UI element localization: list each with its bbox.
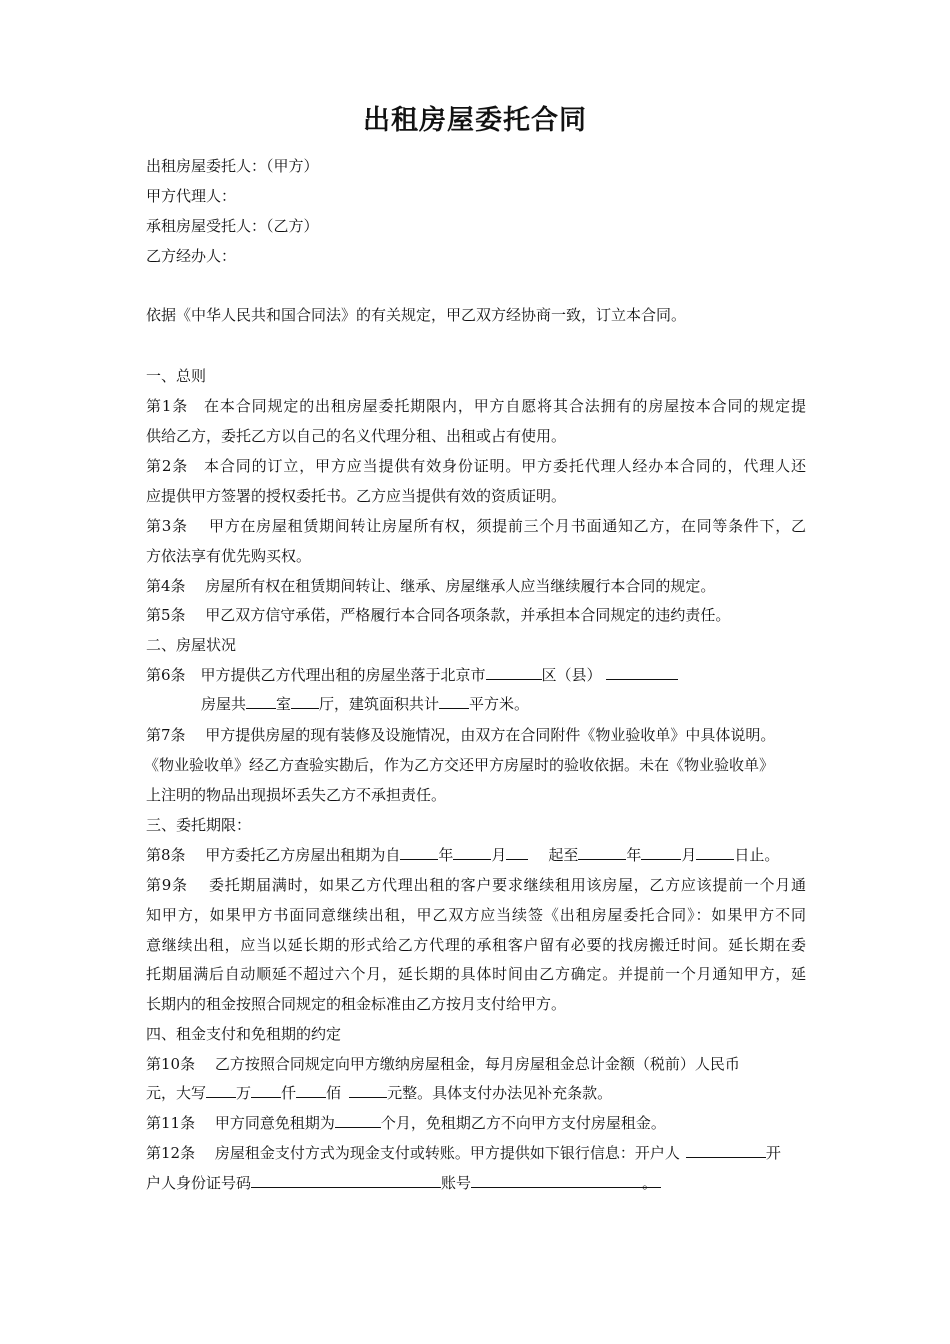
article-8-text-g: 日止。 <box>734 846 780 864</box>
article-9-line-4: 托期届满后自动顺延不超过六个月，延长期的具体时间由乙方确定。并提前一个月通知甲方，延 <box>146 965 806 983</box>
party-agent-b: 乙方经办人： <box>146 247 237 265</box>
halls-blank[interactable] <box>291 694 319 709</box>
article-11-text-b: 个月，免租期乙方不向甲方支付房屋租金。 <box>380 1114 666 1132</box>
section-general: 一、总则 <box>146 367 207 385</box>
end-month-blank[interactable] <box>641 845 681 860</box>
end-day-blank[interactable] <box>696 845 734 860</box>
article-6-text-f: 平方米。 <box>469 695 530 713</box>
id-number-blank[interactable] <box>251 1173 441 1188</box>
start-month-blank[interactable] <box>453 845 491 860</box>
article-9-line-3: 意继续出租，应当以延长期的形式给乙方代理的承租客户留有必要的找房搬迁时间。延长期在委 <box>146 936 806 954</box>
units-blank[interactable] <box>349 1083 387 1098</box>
article-7-line-2: 《物业验收单》经乙方查验实勘后，作为乙方交还甲方房屋时的验收依据。未在《物业验收单》 <box>144 756 775 774</box>
hundreds-blank[interactable] <box>296 1083 326 1098</box>
section-term: 三、委托期限： <box>146 816 252 834</box>
article-3-line-2: 方依法享有优先购买权。 <box>146 547 312 565</box>
article-8-text-c: 月 <box>491 846 507 864</box>
article-9-line-1: 第9条 委托期届满时，如果乙方代理出租的客户要求继续租用该房屋，乙方应该提前一个月通 <box>146 876 806 894</box>
document-title: 出租房屋委托合同 <box>363 105 587 136</box>
article-10-line-1: 第10条 乙方按照合同规定向甲方缴纳房屋租金，每月房屋租金总计金额（税前）人民币 <box>146 1055 740 1073</box>
article-11 <box>146 1113 666 1133</box>
county-blank[interactable] <box>606 665 678 680</box>
article-12-line-1 <box>146 1143 781 1163</box>
article-1-line-1: 第1条 在本合同规定的出租房屋委托期限内，甲方自愿将其合法拥有的房屋按本合同的规定提 <box>146 397 806 415</box>
article-2-line-1: 第2条 本合同的订立，甲方应当提供有效身份证明。甲方委托代理人经办本合同的，代理人还 <box>146 457 806 475</box>
article-5: 第5条 甲乙双方信守承偌，严格履行本合同各项条款，并承担本合同规定的违约责任。 <box>146 606 731 624</box>
article-8-text-a: 第8条 甲方委托乙方房屋出租期为自 <box>146 846 401 864</box>
party-trustee: 承租房屋受托人：（乙方） <box>146 217 319 235</box>
end-year-blank[interactable] <box>578 845 626 860</box>
article-6-text-a: 第6条 甲方提供乙方代理出租的房屋坐落于北京市 <box>146 666 486 684</box>
article-8 <box>146 845 779 865</box>
rent-free-months-blank[interactable] <box>335 1113 381 1128</box>
article-6-line-2 <box>201 694 529 714</box>
article-12-text-c: 户人身份证号码 <box>146 1174 252 1192</box>
article-6-text-d: 室 <box>276 695 292 713</box>
article-6-text-e: 厅，建筑面积共计 <box>319 695 440 713</box>
article-12-text-e: 。 <box>642 1174 658 1192</box>
ten-thousands-blank[interactable] <box>206 1083 236 1098</box>
area-blank[interactable] <box>439 694 469 709</box>
rooms-blank[interactable] <box>246 694 276 709</box>
article-6-line-1 <box>146 665 678 685</box>
account-holder-blank[interactable] <box>686 1143 766 1158</box>
party-principal: 出租房屋委托人：（甲方） <box>146 157 319 175</box>
article-11-text-a: 第11条 甲方同意免租期为 <box>146 1114 335 1132</box>
article-12-line-2 <box>146 1173 661 1193</box>
district-blank[interactable] <box>486 665 542 680</box>
article-12-text-d: 账号 <box>441 1174 472 1192</box>
article-6-text-c: 房屋共 <box>201 695 247 713</box>
article-9-line-5: 长期内的租金按照合同规定的租金标准由乙方按月支付给甲方。 <box>146 995 567 1013</box>
start-year-blank[interactable] <box>400 845 438 860</box>
article-12-text-a: 第12条 房屋租金支付方式为现金支付或转账。甲方提供如下银行信息：开户人 <box>146 1144 680 1162</box>
article-10-text-e: 元整。具体支付办法见补充条款。 <box>387 1084 613 1102</box>
section-rent: 四、租金支付和免租期的约定 <box>146 1025 342 1043</box>
article-10-text-a: 元，大写 <box>146 1084 207 1102</box>
article-7-line-3: 上注明的物品出现损坏丢失乙方不承担责任。 <box>146 786 447 804</box>
article-3-line-1: 第3条 甲方在房屋租赁期间转让房屋所有权，须提前三个月书面通知乙方，在同等条件下，乙 <box>146 517 806 535</box>
article-2-line-2: 应提供甲方签署的授权委托书。乙方应当提供有效的资质证明。 <box>146 487 567 505</box>
party-agent-a: 甲方代理人： <box>146 187 237 205</box>
section-property: 二、房屋状况 <box>146 636 237 654</box>
article-10-text-d: 佰 <box>326 1084 342 1102</box>
article-8-text-b: 年 <box>438 846 454 864</box>
article-8-text-e: 年 <box>626 846 642 864</box>
article-12-text-b: 开 <box>765 1144 781 1162</box>
start-day-blank[interactable] <box>506 845 528 860</box>
article-10-line-2 <box>146 1083 612 1103</box>
article-9-line-2: 知甲方，如果甲方书面同意继续出租，甲乙双方应当续签《出租房屋委托合同》：如果甲方不同 <box>146 906 806 924</box>
article-6-text-b: 区（县） <box>541 666 602 684</box>
article-4: 第4条 房屋所有权在租赁期间转让、继承、房屋继承人应当继续履行本合同的规定。 <box>146 577 716 595</box>
article-10-text-b: 万 <box>236 1084 252 1102</box>
article-1-line-2: 供给乙方，委托乙方以自己的名义代理分租、出租或占有使用。 <box>146 427 567 445</box>
account-number-blank[interactable] <box>471 1173 661 1192</box>
article-7-line-1: 第7条 甲方提供房屋的现有装修及设施情况，由双方在合同附件《物业验收单》中具体说明。 <box>146 726 776 744</box>
thousands-blank[interactable] <box>251 1083 281 1098</box>
article-8-text-f: 月 <box>681 846 697 864</box>
article-8-text-d: 起至 <box>548 846 579 864</box>
preamble: 依据《中华人民共和国合同法》的有关规定，甲乙双方经协商一致，订立本合同。 <box>146 306 687 324</box>
article-10-text-c: 仟 <box>281 1084 297 1102</box>
